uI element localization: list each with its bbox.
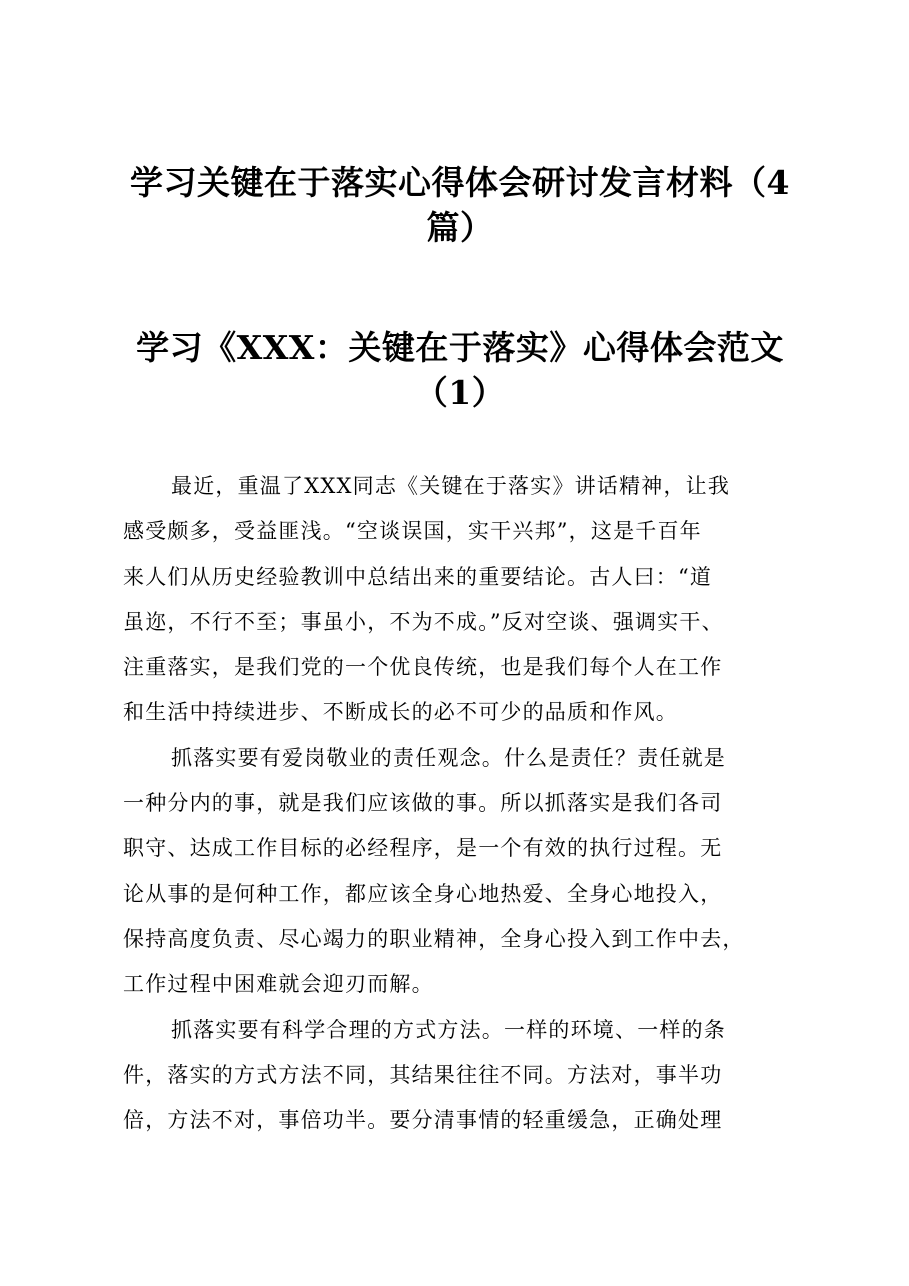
paragraph (123, 464, 823, 736)
paragraph-line: 倍，方法不对，事倍功半。要分清事情的轻重缓急，正确处理 (123, 1108, 723, 1133)
paragraph-line: 件，落实的方式方法不同，其结果往往不同。方法对，事半功 (123, 1062, 723, 1087)
sub-title-line: 学习《XXX：关键在于落实》心得体会范文 (136, 328, 784, 367)
paragraph-line: 论从事的是何种工作，都应该全身心地热爱、全身心地投入， (123, 881, 723, 906)
paragraph-line: 一种分内的事，就是我们应该做的事。所以抓落实是我们各司 (123, 791, 723, 816)
paragraph-line: 工作过程中困难就会迎刃而解。 (123, 972, 434, 997)
sub-title-line: （1） (414, 373, 506, 412)
main-title (110, 160, 810, 250)
paragraph-line: 最近，重温了XXX同志《关键在于落实》讲话精神，让我 (171, 474, 731, 498)
paragraph-line: 和生活中持续进步、不断成长的必不可少的品质和作风。 (123, 700, 678, 725)
paragraph-line: 虽迩，不行不至；事虽小，不为不成。”反对空谈、强调实干、 (123, 609, 724, 634)
paragraph-line: 抓落实要有爱岗敬业的责任观念。什么是责任？责任就是 (171, 745, 726, 770)
paragraph-line: 职守、达成工作目标的必经程序，是一个有效的执行过程。无 (123, 836, 723, 861)
paragraph-line: 抓落实要有科学合理的方式方法。一样的环境、一样的条 (171, 1017, 726, 1042)
main-title-line: 篇） (426, 208, 494, 247)
paragraph (123, 1008, 823, 1144)
sub-title (110, 325, 810, 415)
main-title-line: 学习关键在于落实心得体会研讨发言材料（4 (130, 163, 790, 202)
paragraph-line: 来人们从历史经验教训中总结出来的重要结论。古人曰：“道 (123, 564, 713, 589)
paragraph-line: 保持高度负责、尽心竭力的职业精神，全身心投入到工作中去， (123, 926, 745, 951)
document-body (123, 464, 823, 1143)
paragraph-line: 感受颇多，受益匪浅。“空谈误国，实干兴邦”，这是千百年 (123, 519, 702, 544)
paragraph (123, 736, 823, 1008)
paragraph-line: 注重落实，是我们党的一个优良传统，也是我们每个人在工作 (123, 655, 723, 680)
